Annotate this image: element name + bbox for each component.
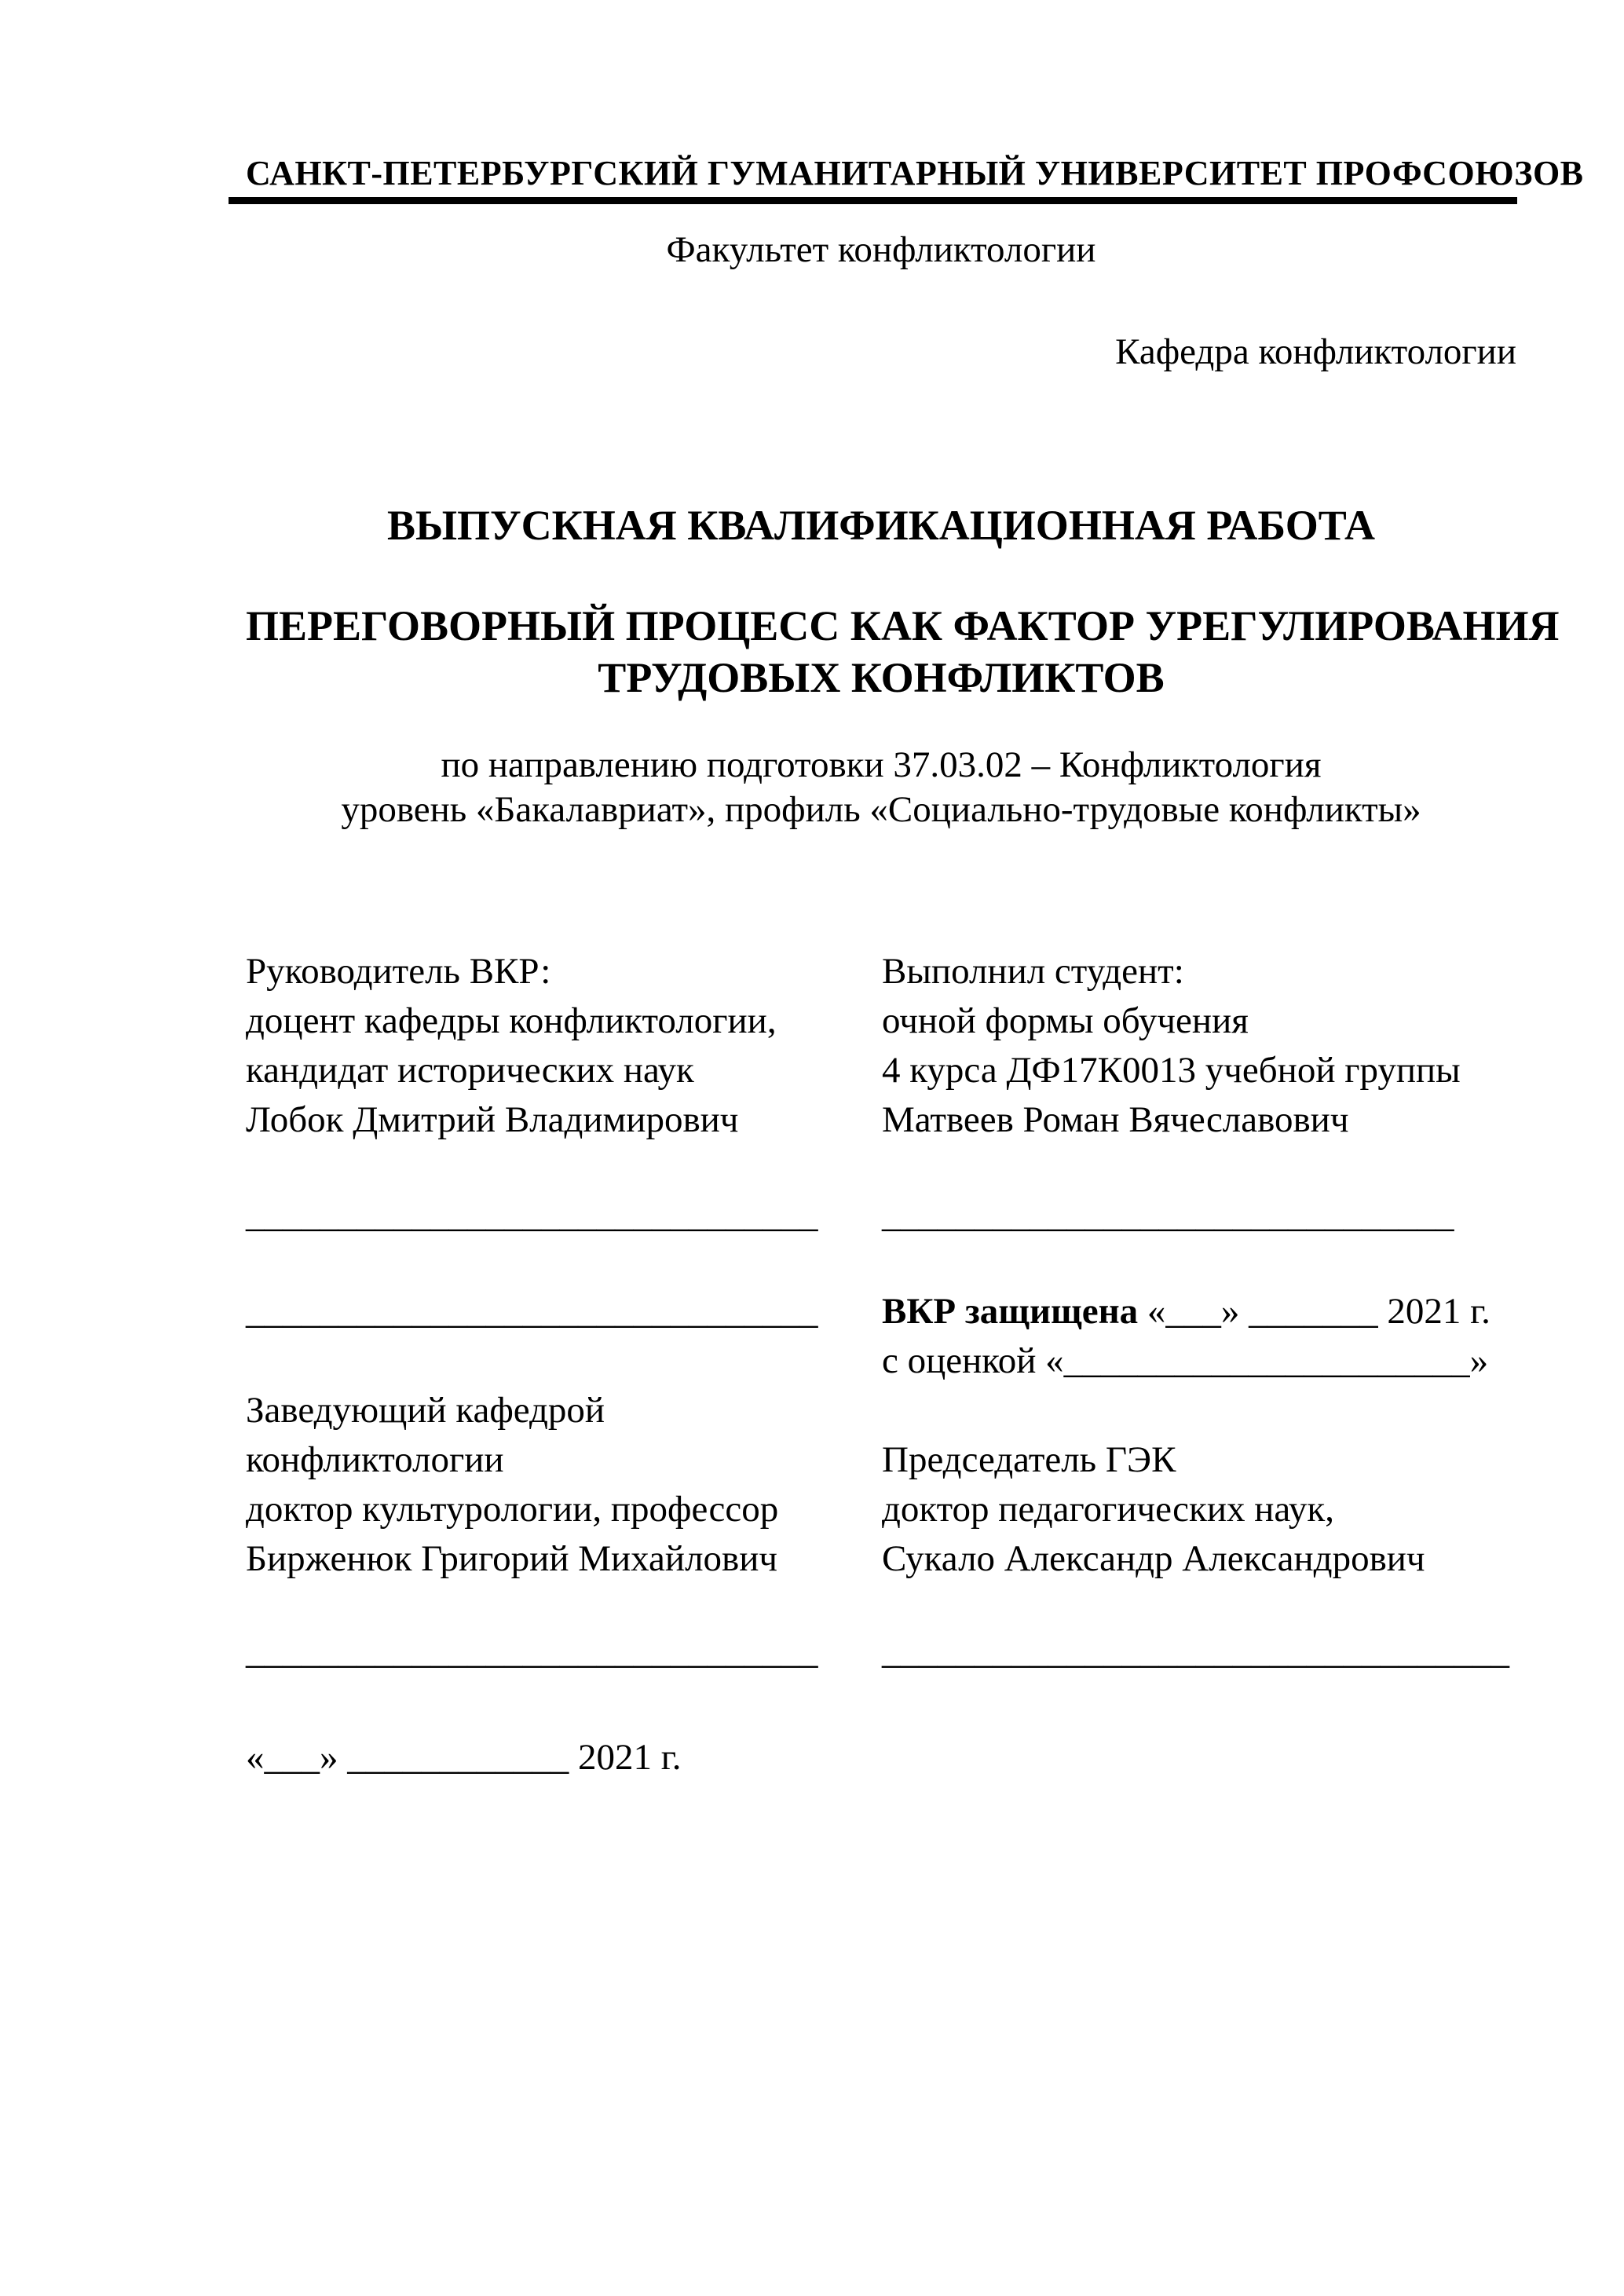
gek-chair-signature-line: __________________________________ (882, 1631, 1509, 1672)
student-study-form: очной формы обучения (882, 1000, 1249, 1041)
thesis-title-line2: ТРУДОВЫХ КОНФЛИКТОВ (598, 654, 1165, 701)
defense-grade-line: с оценкой «______________________» (882, 1340, 1489, 1381)
header-rule (229, 197, 1517, 204)
gek-chair-label: Председатель ГЭК (882, 1439, 1176, 1480)
department-head-degree: доктор культурологии, профессор (246, 1489, 779, 1530)
program-info (246, 743, 1516, 832)
department-head-name: Бирженюк Григорий Михайлович (246, 1538, 778, 1579)
supervisor-label: Руководитель ВКР: (246, 951, 551, 992)
signature-row-2 (246, 1627, 1516, 1676)
supervisor-column (246, 947, 843, 1145)
supervisor-degree: кандидат исторических наук (246, 1050, 694, 1091)
defense-status-line (882, 1287, 1516, 1336)
student-name: Матвеев Роман Вячеславович (882, 1099, 1349, 1140)
department-head-title-line1: Заведующий кафедрой (246, 1390, 605, 1431)
student-label: Выполнил студент: (882, 951, 1184, 992)
spacer (882, 1386, 1516, 1435)
department-head-date-line: «___» ____________ 2021 г. (246, 1737, 682, 1778)
signature-row-1 (246, 1190, 1516, 1240)
defense-defended-blank: «___» _______ 2021 г. (1138, 1291, 1490, 1332)
gek-chair-name: Сукало Александр Александрович (882, 1538, 1425, 1579)
student-group: 4 курса ДФ17К0013 учебной группы (882, 1050, 1461, 1091)
thesis-title (246, 600, 1560, 704)
student-column (882, 947, 1516, 1145)
page-content (246, 0, 1584, 1782)
work-type-heading: ВЫПУСКНАЯ КВАЛИФИКАЦИОННАЯ РАБОТА (386, 502, 1376, 549)
thesis-title-line1: ПЕРЕГОВОРНЫЙ ПРОЦЕСС КАК ФАКТОР УРЕГУЛИРОВАНИЯ (246, 602, 1560, 649)
supervisor-signature-line: _______________________________ (246, 1194, 818, 1235)
department-head-title-line2: конфликтологии (246, 1439, 504, 1480)
supervisor-position: доцент кафедры конфликтологии, (246, 1000, 777, 1041)
faculty-name: Факультет конфликтологии (666, 229, 1096, 270)
program-level: уровень «Бакалавриат», профиль «Социально-трудовые конфликты» (341, 789, 1421, 830)
department-head-column (246, 1287, 843, 1584)
program-direction: по направлению подготовки 37.03.02 – Конфликтология (441, 744, 1322, 785)
supervisor-name: Лобок Дмитрий Владимирович (246, 1099, 739, 1140)
defense-column (882, 1287, 1516, 1584)
defense-defended-label: ВКР защищена (882, 1291, 1139, 1332)
supervisor-signature-line-2: _______________________________ (246, 1291, 818, 1332)
people-columns (246, 947, 1516, 1145)
gek-chair-degree: доктор педагогических наук, (882, 1489, 1334, 1530)
department-head-signature-line: _______________________________ (246, 1631, 818, 1672)
student-signature-line: _______________________________ (882, 1194, 1454, 1235)
spacer (246, 1336, 843, 1386)
defense-and-head-columns (246, 1287, 1516, 1584)
university-name: САНКТ-ПЕТЕРБУРГСКИЙ ГУМАНИТАРНЫЙ УНИВЕРСИТЕТ ПРОФСОЮЗОВ (246, 154, 1584, 192)
department-name: Кафедра конфликтологии (1115, 331, 1516, 372)
